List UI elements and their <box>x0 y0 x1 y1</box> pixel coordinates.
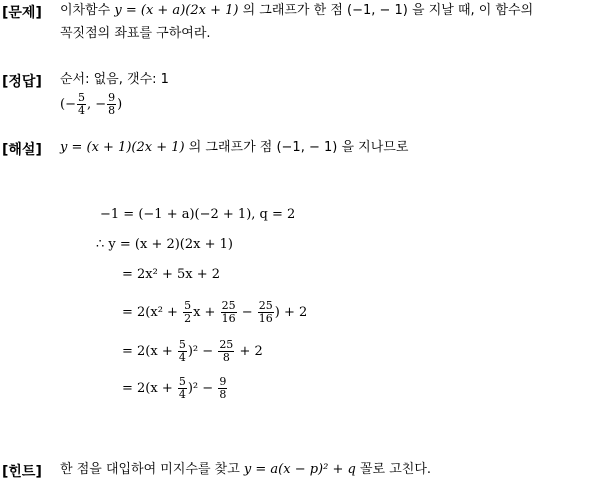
problem-text-cont: 의 그래프가 한 점 (−1, − 1) 을 지날 때, 이 함수의 <box>238 3 534 18</box>
equation-4: = 2(x² + $\frac{5}{2}$ x + $\frac{25}{16}$ − $\frac{25}{16}$ ) + 2 <box>122 299 308 325</box>
problem-label: [문제] <box>2 5 42 21</box>
fraction: $\frac{25}{16}$ <box>258 299 273 325</box>
fraction: $\frac{5}{4}$ <box>77 91 85 117</box>
fraction: $\frac{5}{4}$ <box>178 338 186 364</box>
hint-equation: y = a(x − p)² + q <box>243 462 356 477</box>
fraction: $\frac{25}{16}$ <box>221 299 236 325</box>
equation-6: = 2(x + $\frac{5}{4}$ )² − $\frac{9}{8}$ <box>122 375 227 401</box>
fraction: $\frac{9}{8}$ <box>108 91 116 117</box>
hint-text: 한 점을 대입하여 미지수를 찾고 <box>60 462 244 477</box>
fraction: $\frac{9}{8}$ <box>219 375 227 401</box>
hint-text-cont: 꼴로 고친다. <box>355 462 432 477</box>
fraction: $\frac{25}{8}$ <box>219 338 234 364</box>
problem-line-1 <box>60 2 533 20</box>
problem-line-2: 꼭짓점의 좌표를 구하여라. <box>60 26 211 41</box>
fraction: $\frac{5}{2}$ <box>184 299 192 325</box>
problem-text: 이차함수 <box>60 3 115 18</box>
coord-sep: , − <box>86 97 107 112</box>
solution-intro-text: 의 그래프가 점 (−1, − 1) 을 지나므로 <box>184 140 409 155</box>
solution-intro <box>60 139 408 157</box>
hint-label: [힌트] <box>2 464 42 480</box>
answer-line-1: 순서: 없음, 갯수: 1 <box>60 72 169 87</box>
solution-label: [해설] <box>2 142 42 158</box>
problem-equation: y = (x + a)(2x + 1) <box>114 3 239 18</box>
fraction: $\frac{5}{4}$ <box>178 375 186 401</box>
coord-open: (− <box>60 97 76 112</box>
equation-2: ∴ y = (x + 2)(2x + 1) <box>96 237 233 252</box>
hint-line <box>60 461 431 479</box>
answer-coordinate <box>60 92 122 117</box>
answer-label: [정답] <box>2 74 42 90</box>
coord-close: ) <box>117 97 123 112</box>
solution-equation: y = (x + 1)(2x + 1) <box>60 140 185 155</box>
equation-5: = 2(x + $\frac{5}{4}$ )² − $\frac{25}{8}$ + 2 <box>122 338 263 364</box>
equation-3: = 2x² + 5x + 2 <box>122 267 221 282</box>
equation-1: −1 = (−1 + a)(−2 + 1), q = 2 <box>100 207 296 222</box>
